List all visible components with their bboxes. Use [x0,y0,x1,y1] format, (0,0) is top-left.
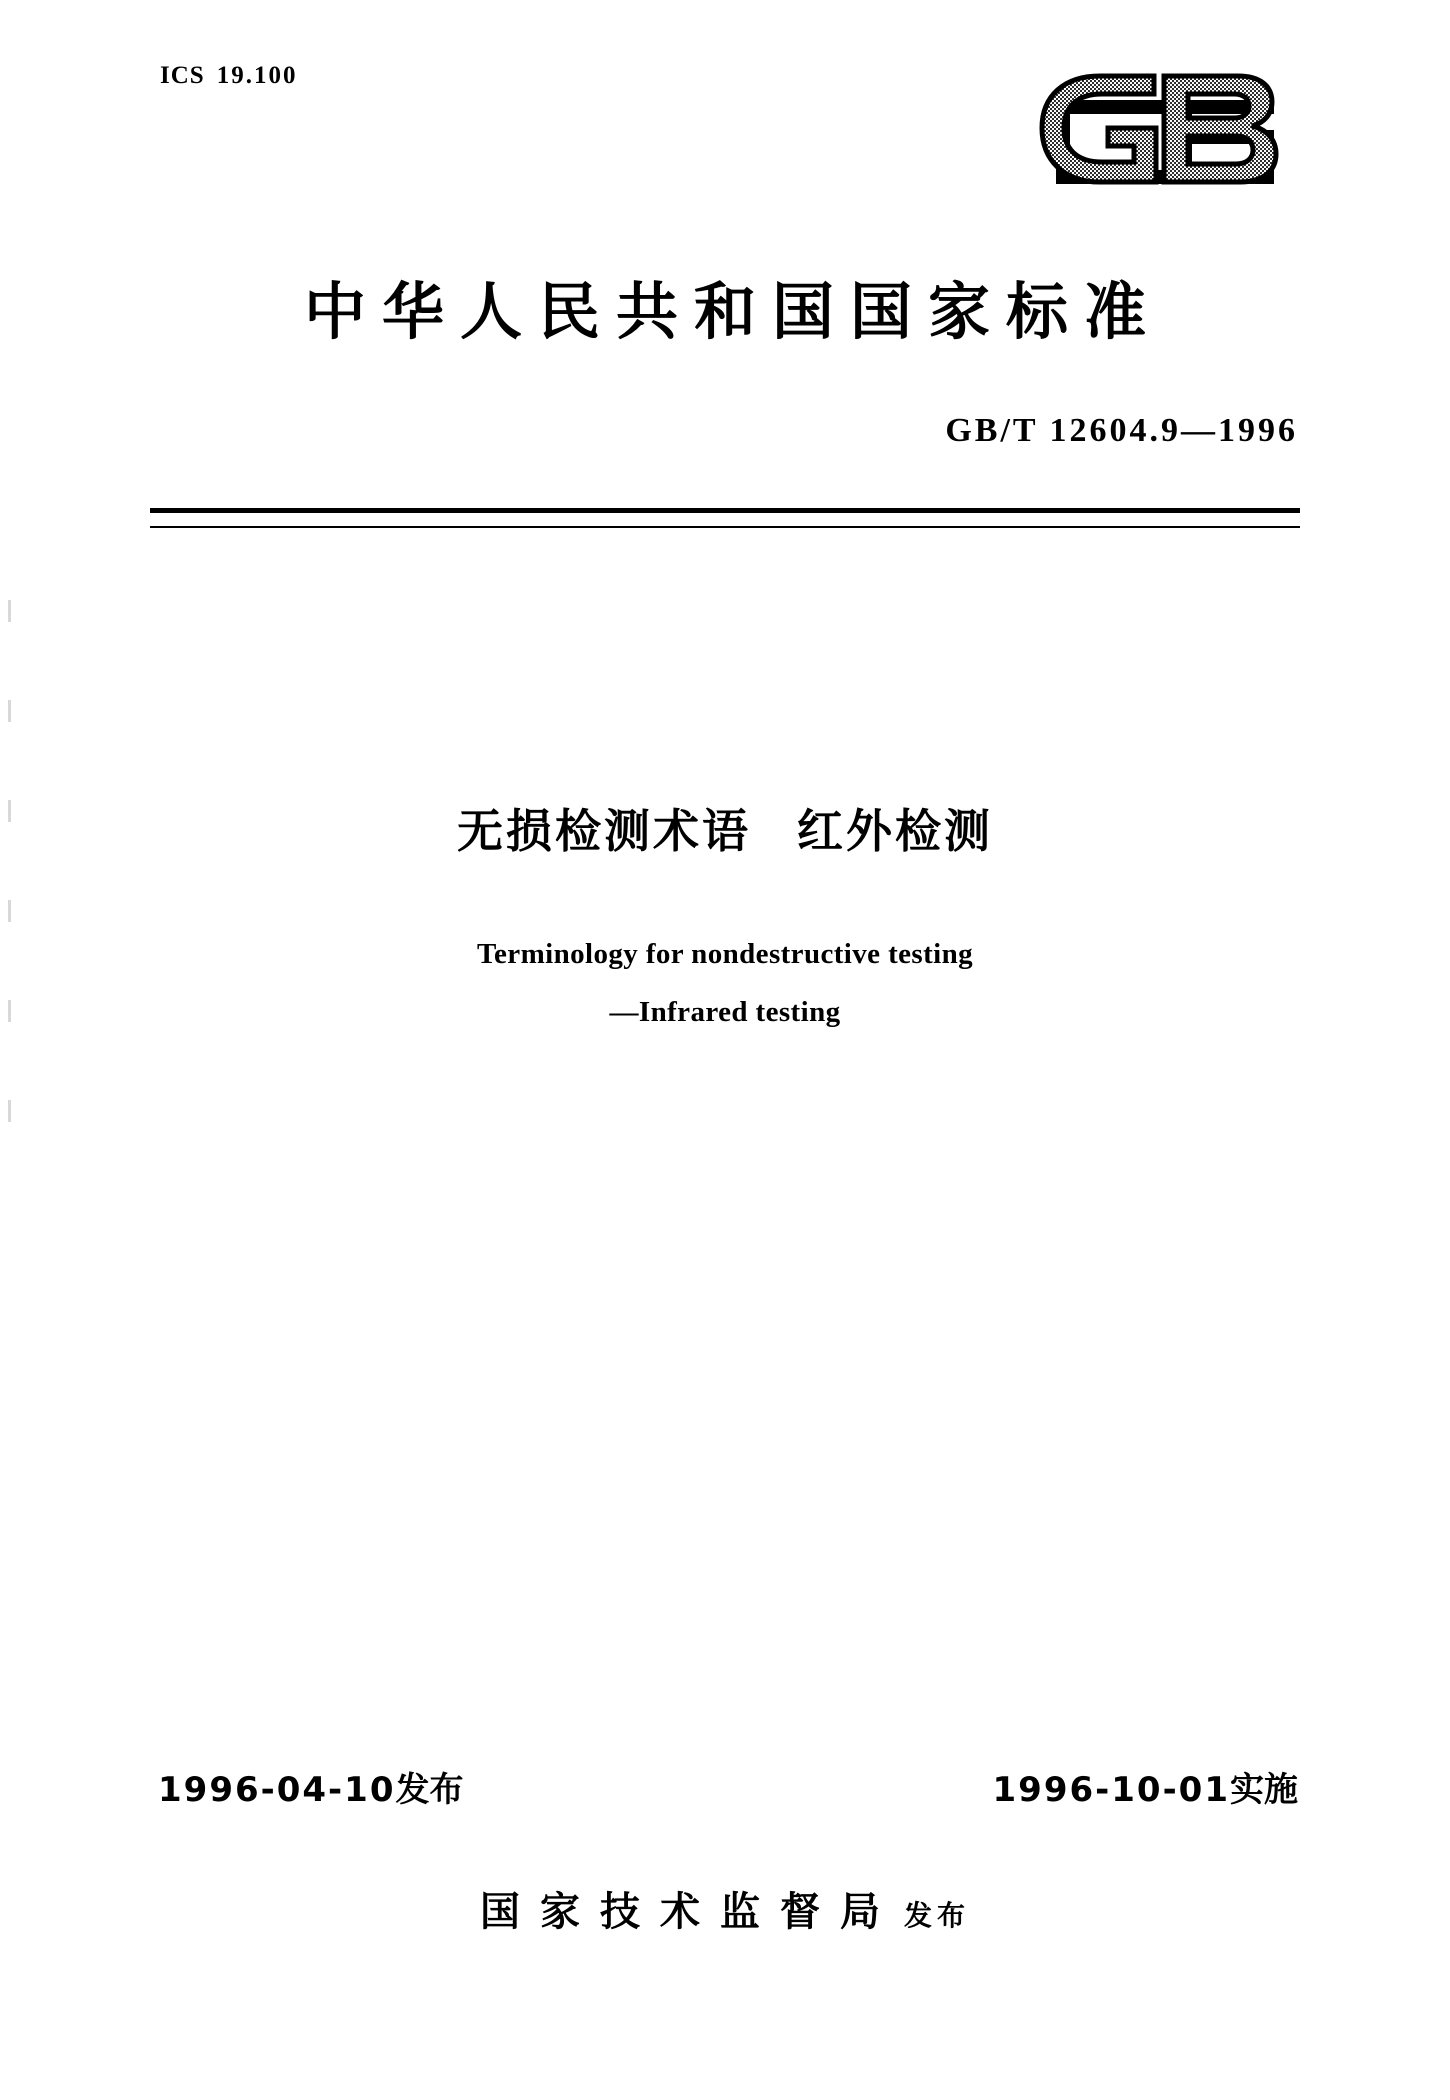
scan-artifact [8,700,11,722]
standard-number: GB/T 12604.9—1996 [945,412,1298,449]
subject-title-cn-part2: 红外检测 [797,804,993,858]
issue-date-suffix: 发布 [395,1770,464,1810]
issue-date [158,1762,463,1811]
implementation-date [993,1762,1298,1811]
ics-number: 19.100 [216,62,298,89]
national-standard-title: 中华人民共和国国家标准 [303,275,1162,348]
publisher-verb: 发布 [903,1899,970,1932]
implementation-date-suffix: 实施 [1230,1770,1298,1810]
gb-emblem-icon [1028,70,1298,195]
scan-artifact [8,1100,11,1122]
issue-date-value: 1996-04-10 [158,1770,396,1810]
scan-artifact [8,900,11,922]
subject-title-cn [0,795,1450,861]
header-rule-thick [150,508,1300,513]
implementation-date-value: 1996-10-01 [992,1770,1230,1810]
subject-title-en-line1: Terminology for nondestructive testing [476,938,974,970]
ics-label: ICS [160,62,205,89]
subject-title-cn-part1: 无损检测术语 [457,804,751,858]
subject-title-en-line2: —Infrared testing [609,996,841,1028]
header-rule-thin [150,526,1300,528]
publisher-line [0,1880,1450,1937]
scan-artifact [8,600,11,622]
publisher-organization: 国家技术监督局 [479,1889,900,1935]
ics-classification [160,62,297,90]
